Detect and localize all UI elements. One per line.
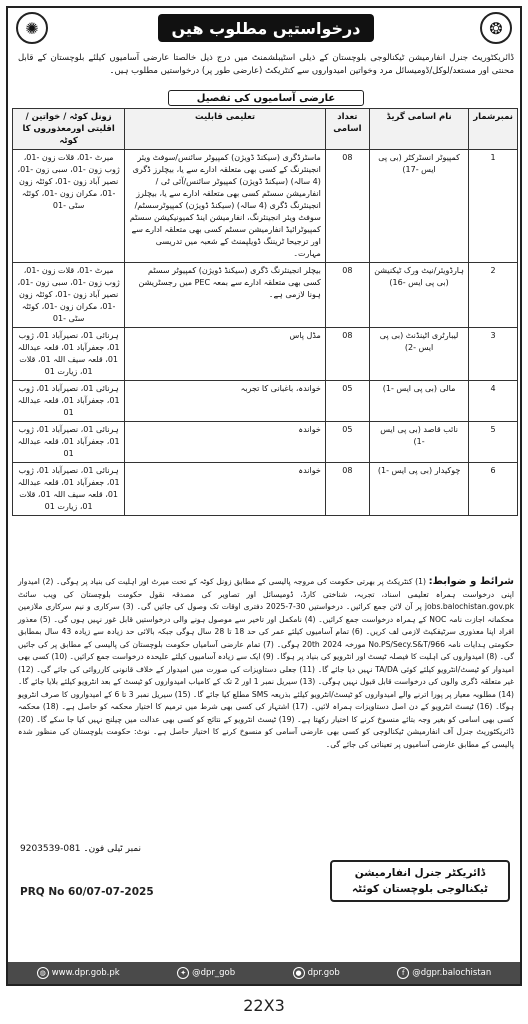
header-num: نمبرشمار — [469, 109, 518, 150]
signature-box — [330, 860, 510, 902]
row-qual: خواندہ — [125, 422, 326, 463]
row-count: 05 — [325, 381, 369, 422]
header-name: نام اسامی گریڈ — [369, 109, 468, 150]
terms-section — [18, 576, 514, 751]
row-zone: ہرنائی 01، نصیرآباد 01، ژوب 01، جعفرآباد 01، قلعہ عبداللہ 01، قلعہ سیف اللہ 01، قلات 01، زیارت 01 — [13, 328, 125, 381]
row-zone: ہرنائی 01، نصیرآباد 01، ژوب 01، جعفرآباد 01، قلعہ عبداللہ 01 — [13, 381, 125, 422]
footer-web-label: dpr.gob — [307, 968, 340, 978]
row-zone: میرٹ -01، قلات زون -01، ژوب زون -01، سبی زون -01، نصیر آباد زون -01، کوئٹہ زون -01، مکران زون -01، کوئٹہ سٹی -01 — [13, 263, 125, 328]
footer-bar — [8, 962, 520, 984]
table-heading: عارضی آسامیوں کی تفصیل — [168, 90, 364, 106]
row-num: 4 — [469, 381, 518, 422]
row-zone: ہرنائی 01، نصیرآباد 01، ژوب 01، جعفرآباد 01، قلعہ عبداللہ 01، قلعہ سیف اللہ 01، قلات 01، زیارت 01 — [13, 463, 125, 516]
table-row — [13, 422, 518, 463]
row-qual: ماسٹرڈگری (سیکنڈ ڈویژن) کمپیوٹر سائنس/سوفٹ ویئر انجینئرنگ کے کسی بھی متعلقہ ادارے سے یا، بیچلرز ڈگری (4 سالہ) (سیکنڈ ڈویژن) کمپیوٹر سائنس/آئی ٹی /انفارمیشن سسٹم کسی بھی متعلقہ ادارے سے یا، بیچلرز انجینئرنگ ڈگری (4 سالہ) (سیکنڈ ڈویژن) کمپیوٹرسسٹم/ سوفٹ ویئر انجینئرنگ، انفارمیشن اینڈ کمیونیکیشن سسٹم کمپیوٹرائیڈ انفارمیشن سسٹم کسی بھی متعلقہ ادارے سے اور ترجیحا ٹریننگ ڈویلپمنٹ کے شعبہ میں تدریسی مہارت۔ — [125, 150, 326, 263]
header-zone: زونل کوٹہ / خواتین /اقلیتی اورمعذوروں کا کوٹہ — [13, 109, 125, 150]
row-num: 2 — [469, 263, 518, 328]
phone-number: نمبر ٹیلی فون۔ 081-9203539 — [20, 844, 142, 854]
row-name: نائب قاصد (بی پی ایس -1) — [369, 422, 468, 463]
footer-website-label: www.dpr.gob.pk — [51, 968, 120, 978]
twitter-icon: ✦ — [177, 967, 189, 979]
row-name: چوکیدار (بی پی ایس -1) — [369, 463, 468, 516]
row-count: 08 — [325, 328, 369, 381]
row-count: 08 — [325, 263, 369, 328]
advertisement — [6, 6, 522, 986]
prq-number: PRQ No 60/07-07-2025 — [20, 886, 154, 898]
table-row — [13, 328, 518, 381]
terms-text: (1) کنٹریکٹ پر بھرتی حکومت کی مروجہ پالیسی کے مطابق زونل کوٹہ کے تحت میرٹ اور اہلیت کی بنیاد پر ہوگی۔ (2) امیدوار اپنی درخواست ہمراہ تعلیمی اسناد، تجربہ، شناختی کارڈ، ڈومیسائل اور تصاویر کی مصدقہ نقول حکومت بلوچستان کی ویب سائٹ jobs.balochistan.gov.pk پر آن لائن جمع کرائیں۔ درخواستیں 30-7-2025 دفتری اوقات تک وصول کی جائیں گی۔ (3) سرکاری و نیم سرکاری ملازمین محکمانہ اجازت نامہ NOC کے ہمراہ درخواست جمع کرائیں۔ (4) نامکمل اور تاخیر سے موصول ہونے والی درخواستیں قابل غور نہیں ہوں گی۔ (5) معذور افراد اپنا معذوری سرٹیفکیٹ لازمی لف کریں۔ (6) تمام آسامیوں کیلئے عمر کی حد 18 تا 28 سال ہوگی جبکہ بالائی حد زیادہ سے زیادہ 43 سال بمطابق حکومتی ہدایات نامہ No.PS/Secy.S&T/966 مورخہ 20th 2024 ہوگی۔ (7) تمام عارضی آسامیاں حکومت بلوچستان کی پالیسی کے مطابق پر کی جائیں گی۔ (8) امیدواروں کی اہلیت کا فیصلہ ٹیسٹ اور انٹرویو کی بنیاد پر ہوگا۔ (9) ایک سے زیادہ آسامیوں کیلئے علیحدہ درخواست جمع کرائیں۔ (10) کسی بھی امیدوار کو ٹیسٹ/انٹرویو کیلئے کوئی TA/DA نہیں دیا جائے گا۔ (11) جعلی دستاویزات کی صورت میں امیدوار کے خلاف قانونی کارروائی کی جائے گی۔ (12) غیر متعلقہ ڈگری والوں کی درخواست قابل قبول نہیں ہوگی۔ (13) سیریل نمبر 1 اور 2 تک کے کامیاب امیدواروں کو ٹیسٹ کے بعد انٹرویو کیلئے بلایا جائے گا۔ (14) مطلوبہ معیار پر پورا اترنے والے امیدواروں کو ٹیسٹ/انٹرویو کیلئے بذریعہ SMS مطلع کیا جائے گا۔ (15) سیریل نمبر 3 تا 6 کے امیدواروں کا صرف انٹرویو ہوگا۔ (16) ٹیسٹ انٹرویو کے دن اصل دستاویزات ہمراہ لائیں۔ (17) اشتہار کی کسی بھی شرط میں ترمیم کا اختیار محکمہ کو حاصل ہے۔ (18) محکمہ کسی بھی اسامی کو بغیر وجہ بتائے منسوخ کرنے کا اختیار رکھتا ہے۔ (19) ٹیسٹ انٹرویو کے نتائج کو کسی بھی عدالت میں چیلنج نہیں کیا جا سکے گا۔ (20) ڈائریکٹوریٹ جنرل آف انفارمیشن ٹیکنالوجی کو کسی بھی عارضی آسامی کو منسوخ کرنے کا اختیار حاصل ہے۔ — [18, 577, 515, 736]
header-count: تعداد اسامی — [325, 109, 369, 150]
row-qual: بیچلر انجینئرنگ ڈگری (سیکنڈ ڈویژن) کمپیوٹر سسٹم کسی بھی متعلقہ ادارے سے بمعہ PEC میں رجسٹریشن ہونا لازمی ہے۔ — [125, 263, 326, 328]
row-qual: مڈل پاس — [125, 328, 326, 381]
size-label: 22X3 — [243, 996, 285, 1015]
row-count: 08 — [325, 150, 369, 263]
row-num: 5 — [469, 422, 518, 463]
table-header-row — [13, 109, 518, 150]
terms-note: نوٹ: حکومت بلوچستان کی منظور شدہ پالیسی کے مطابق عارضی آسامیوں پر تعیناتی کی جائے گی۔ — [18, 727, 514, 749]
row-qual: خواندہ — [125, 463, 326, 516]
row-qual: خواندہ، باغبانی کا تجربہ — [125, 381, 326, 422]
header — [8, 8, 520, 48]
row-count: 05 — [325, 422, 369, 463]
footer-twitter-label: @dpr_gob — [192, 968, 236, 978]
header-qual: تعلیمی قابلیت — [125, 109, 326, 150]
table-row — [13, 381, 518, 422]
row-zone: ہرنائی 01، نصیرآباد 01، ژوب 01، جعفرآباد 01، قلعہ عبداللہ 01 — [13, 422, 125, 463]
table-row — [13, 150, 518, 263]
row-zone: میرٹ -01، قلات زون -01، ژوب زون -01، سبی زون -01، نصیر آباد زون -01، کوئٹہ زون -01، مکران زون -01، کوئٹہ سٹی -01 — [13, 150, 125, 263]
row-num: 3 — [469, 328, 518, 381]
web-icon: ● — [293, 967, 305, 979]
footer-twitter[interactable] — [177, 967, 235, 979]
posts-table — [12, 108, 518, 516]
row-name: کمپیوٹر انسٹرکٹر (بی پی ایس -17) — [369, 150, 468, 263]
row-name: مالی (بی پی ایس -1) — [369, 381, 468, 422]
footer-facebook-label: @dgpr.balochistan — [412, 968, 492, 978]
signature-line-2: ٹیکنالوجی بلوچستان کوئٹہ — [352, 883, 488, 895]
table-row — [13, 463, 518, 516]
footer-facebook[interactable] — [397, 967, 491, 979]
page-title: درخواستیں مطلوب ھیں — [158, 14, 374, 42]
footer-web[interactable] — [293, 967, 340, 979]
row-num: 1 — [469, 150, 518, 263]
emblem-icon: ✺ — [16, 12, 48, 44]
table-row — [13, 263, 518, 328]
row-name: ہارڈویئر/نیٹ ورک ٹیکنیشن (بی پی ایس -16) — [369, 263, 468, 328]
row-count: 08 — [325, 463, 369, 516]
facebook-icon: f — [397, 967, 409, 979]
signature-line-1: ڈائریکٹر جنرل انفارمیشن — [354, 867, 486, 879]
terms-title: شرائط و ضوابط: — [428, 576, 514, 587]
row-name: لیبارٹری اٹینڈنٹ (بی پی ایس -2) — [369, 328, 468, 381]
row-num: 6 — [469, 463, 518, 516]
seal-icon: ❂ — [480, 12, 512, 44]
footer-website[interactable] — [37, 967, 120, 979]
intro-text: ڈائریکٹوریٹ جنرل انفارمیشن ٹیکنالوجی بلوچستان کے ذیلی اسٹیبلشمنٹ میں درج ذیل خالصتا عارضی آسامیوں کیلئے بلوچستان کے قابل محنتی اور مستعد/لوکل/ڈومیسائل مرد وخواتین امیدواروں سے کنٹریکٹ (عارضی طور پر) درخواستیں مطلوب ہیں۔ — [18, 53, 514, 76]
globe-icon: ◍ — [37, 967, 49, 979]
